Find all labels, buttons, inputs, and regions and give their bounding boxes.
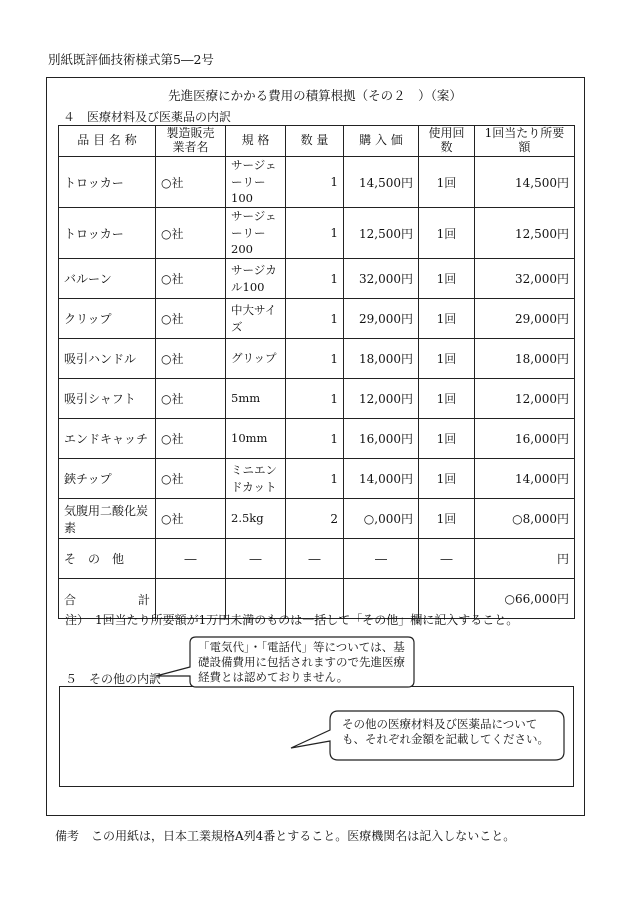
item-per-use: 12,500円: [475, 208, 575, 259]
header-uses: 使用回数: [419, 126, 475, 157]
header-maker: 製造販売業者名: [156, 126, 226, 157]
other-per-use: 円: [475, 539, 575, 579]
item-per-use: ○8,000円: [475, 499, 575, 539]
remark: 備考 この用紙は，日本工業規格A列4番とすること。医療機関名は記入しないこと。: [55, 829, 516, 843]
item-per-use: 12,000円: [475, 379, 575, 419]
item-maker: ○社: [156, 459, 226, 499]
item-name: 気腹用二酸化炭素: [59, 499, 156, 539]
item-spec: グリップ: [226, 339, 286, 379]
item-per-use: 18,000円: [475, 339, 575, 379]
form-id: 別紙既評価技術様式第5―2号: [48, 52, 214, 67]
section-5-heading: ５ その他の内訳: [65, 672, 162, 686]
other-label: そ の 他: [59, 539, 156, 579]
item-spec: サージェーリー200: [226, 208, 286, 259]
item-maker: ○社: [156, 208, 226, 259]
item-spec: 中大サイズ: [226, 299, 286, 339]
item-uses: 1回: [419, 157, 475, 208]
total-label-left: 合: [64, 593, 77, 608]
header-quantity: 数 量: [286, 126, 344, 157]
other-spec: ―: [226, 539, 286, 579]
item-maker: ○社: [156, 419, 226, 459]
table-note: 注） 1回当たり所要額が1万円未満のものは一括して「その他」欄に記入すること。: [65, 613, 519, 627]
item-name: クリップ: [59, 299, 156, 339]
item-price: 16,000円: [344, 419, 419, 459]
section-4-heading: ４ 医療材料及び医薬品の内訳: [63, 110, 232, 124]
item-per-use: 32,000円: [475, 259, 575, 299]
item-uses: 1回: [419, 299, 475, 339]
item-name: トロッカー: [59, 208, 156, 259]
item-uses: 1回: [419, 339, 475, 379]
item-uses: 1回: [419, 259, 475, 299]
item-name: 鋏チップ: [59, 459, 156, 499]
header-item-name: 品 目 名 称: [59, 126, 156, 157]
item-spec: 5mm: [226, 379, 286, 419]
callout-box-text: その他の医療材料及び医薬品についても、それぞれ金額を記載してください。: [342, 717, 549, 746]
item-maker: ○社: [156, 339, 226, 379]
item-quantity: 1: [286, 259, 344, 299]
other-uses: ―: [419, 539, 475, 579]
item-price: 32,000円: [344, 259, 419, 299]
item-price: ○,000円: [344, 499, 419, 539]
item-maker: ○社: [156, 259, 226, 299]
item-quantity: 1: [286, 339, 344, 379]
other-maker: ―: [156, 539, 226, 579]
other-quantity: ―: [286, 539, 344, 579]
item-name: 吸引ハンドル: [59, 339, 156, 379]
item-uses: 1回: [419, 208, 475, 259]
item-quantity: 1: [286, 379, 344, 419]
item-maker: ○社: [156, 379, 226, 419]
header-per-use: 1回当たり所要額: [475, 126, 575, 157]
item-spec: サージカル100: [226, 259, 286, 299]
item-per-use: 16,000円: [475, 419, 575, 459]
item-price: 18,000円: [344, 339, 419, 379]
item-spec: サージェーリー100: [226, 157, 286, 208]
item-spec: ミニエンドカット: [226, 459, 286, 499]
item-maker: ○社: [156, 299, 226, 339]
item-uses: 1回: [419, 379, 475, 419]
item-name: エンドキャッチ: [59, 419, 156, 459]
item-price: 14,000円: [344, 459, 419, 499]
item-per-use: 29,000円: [475, 299, 575, 339]
item-quantity: 1: [286, 419, 344, 459]
item-price: 12,000円: [344, 379, 419, 419]
total-amount: ○66,000円: [475, 579, 575, 619]
item-maker: ○社: [156, 157, 226, 208]
item-uses: 1回: [419, 499, 475, 539]
item-per-use: 14,500円: [475, 157, 575, 208]
item-name: バルーン: [59, 259, 156, 299]
item-per-use: 14,000円: [475, 459, 575, 499]
item-maker: ○社: [156, 499, 226, 539]
item-spec: 2.5kg: [226, 499, 286, 539]
item-price: 29,000円: [344, 299, 419, 339]
item-uses: 1回: [419, 419, 475, 459]
item-spec: 10mm: [226, 419, 286, 459]
item-quantity: 1: [286, 299, 344, 339]
other-price: ―: [344, 539, 419, 579]
item-name: 吸引シャフト: [59, 379, 156, 419]
total-label-right: 計: [137, 593, 150, 608]
header-price: 購 入 価: [344, 126, 419, 157]
item-quantity: 2: [286, 499, 344, 539]
callout-top-text: 「電気代」・「電話代」等については、基礎設備費用に包括されますので先進医療経費とは認めておりません。: [198, 640, 405, 684]
item-quantity: 1: [286, 208, 344, 259]
header-spec: 規 格: [226, 126, 286, 157]
item-price: 12,500円: [344, 208, 419, 259]
item-uses: 1回: [419, 459, 475, 499]
item-quantity: 1: [286, 157, 344, 208]
item-quantity: 1: [286, 459, 344, 499]
item-name: トロッカー: [59, 157, 156, 208]
item-price: 14,500円: [344, 157, 419, 208]
document-title: 先進医療にかかる費用の積算根拠（その２ ）（案）: [168, 88, 462, 103]
